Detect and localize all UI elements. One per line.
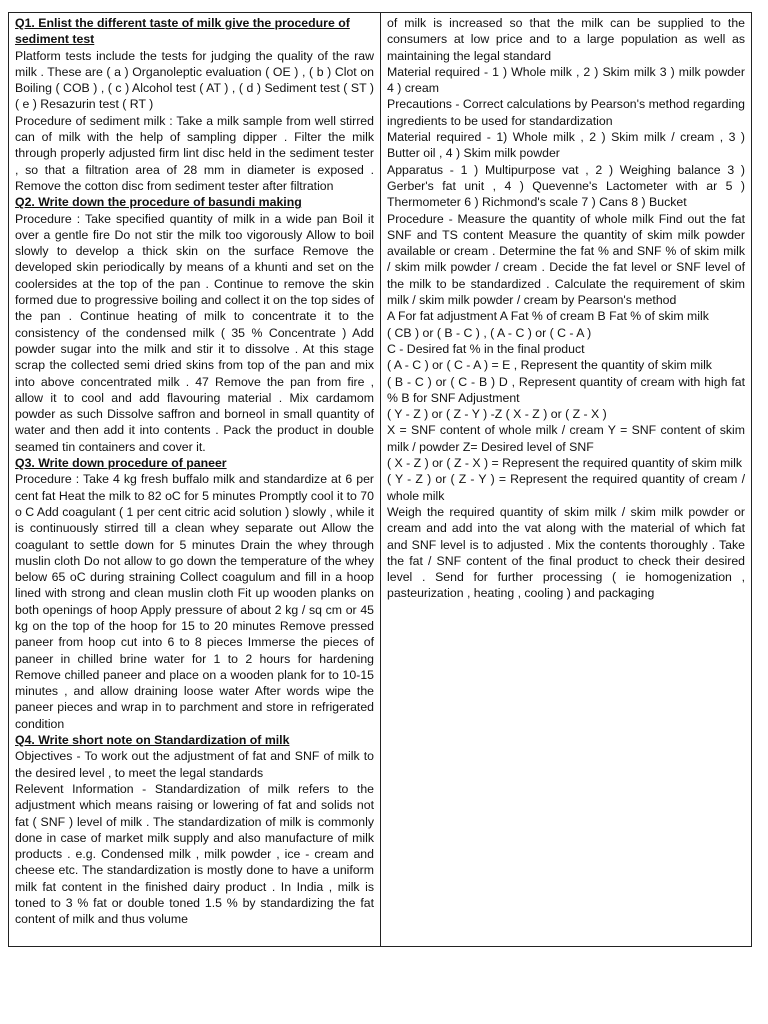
paragraph: Procedure of sediment milk : Take a milk sample from well stirred can of milk with the help of sampling dipper . Filter the milk through properly adjusted firm lint disc held in the sediment tester , so that a filtration area of 28 mm in diameter is exposed . Remove the cotton disc from sediment tester after filtration: [15, 113, 374, 193]
paragraph: A For fat adjustment A Fat % of cream B Fat % of skim milk: [387, 309, 709, 324]
paragraph: Procedure : Take specified quantity of milk in a wide pan Boil it over a gentle fire Do not stir the milk too vigorously Allow to boil slowly to develop a thick skin on the surface Remove the developed skin periodically by means of a khunti and set on the coolersides at the top of the pan . Continue to remove the skin formed due to progressive boiling and collect it on the top sides of the pan . Continue heating of milk to concentrate it to the consistency of the condensed milk ( 35 % Concentrate ) Add powder sugar into the milk and stir it to dissolve . At this stage scrap the collected semi dried skins from top of the pan and mix into above concentrated milk . 47 Remove the pan from fire , allow it to cool and add flavouring material . Mix cardamom powder as such Dissolve saffron and borneol in small quantity of water and then add it into contents . Pack the product in double seamed tin containers and cover it.: [15, 211, 374, 454]
paragraph: Platform tests include the tests for judging the quality of the raw milk . These are ( a ) Organoleptic evaluation ( OE ) , ( b ) Clot on Boiling ( COB ) , ( c ) Alcohol test ( AT ) , ( d ) Sediment test ( ST ) ( e ) Resazurin test ( RT ): [15, 48, 374, 112]
paragraph: of milk is increased so that the milk can be supplied to the consumers at low price and to a large population as well as maintaining the legal standard: [387, 16, 745, 63]
paragraph: ( B - C ) or ( C - B ) D , Represent quantity of cream with high fat % B for SNF Adjustment: [387, 374, 745, 405]
paragraph: Precautions - Correct calculations by Pearson's method regarding ingredients to be used for standardization: [387, 97, 745, 128]
question-heading: Q4. Write short note on Standardization of milk: [15, 733, 290, 748]
question-heading: Q2. Write down the procedure of basundi making: [15, 195, 302, 210]
paragraph: Procedure - Measure the quantity of whole milk Find out the fat SNF and TS content Measure the quantity of skim milk powder available or cream . Determine the fat % and SNF % of skim milk / skim milk powder / cream . Decide the fat level or SNF level of the milk to be standardized . Calculate the requirement of skim milk / skim milk powder / cream by Pearson's method: [387, 211, 745, 308]
paragraph: Weigh the required quantity of skim milk / skim milk powder or cream and add into the vat along with the material of which fat and SNF level is to adjusted . Mix the contents thoroughly . Take the fat / SNF content of the final product to check their desired level . Send for further processing ( ie homogenization , pasteurization , heating , cooling ) and packaging: [387, 504, 745, 601]
paragraph: C - Desired fat % in the final product: [387, 341, 585, 356]
paragraph: ( A - C ) or ( C - A ) = E , Represent the quantity of skim milk: [387, 358, 712, 373]
paragraph: Material required - 1) Whole milk , 2 ) Skim milk / cream , 3 ) Butter oil , 4 ) Skim milk powder: [387, 130, 745, 161]
paragraph: X = SNF content of whole milk / cream Y = SNF content of skim milk / powder Z= Desired level of SNF: [387, 423, 745, 454]
paragraph: Relevent Information - Standardization of milk refers to the adjustment which means raising or lowering of fat and solids not fat ( SNF ) level of milk . The standardization of milk is commonly done in case of market milk supply and also manufacture of milk products . e.g. Condensed milk , milk powder , ice - cream and cheese etc. The standardization is mostly done to have a uniform milk fat content in the finished dairy product . In India , milk is toned to 3 % fat or double toned 1.5 % by standardizing the fat content of milk and thus volume: [15, 781, 374, 927]
two-column-notes-table: [8, 12, 752, 947]
question-heading: Q1. Enlist the different taste of milk give the procedure of sediment test: [15, 16, 350, 47]
paragraph: Material required - 1 ) Whole milk , 2 ) Skim milk 3 ) milk powder 4 ) cream: [387, 64, 745, 96]
paragraph: Procedure : Take 4 kg fresh buffalo milk and standardize at 6 per cent fat Heat the milk to 82 oC for 5 minutes Promptly cool it to 70 o C Add coagulant ( 1 per cent citric acid solution ) slowly , while it is continuously stirred till a clean whey separate out Allow the coagulant to settle down for 5 minutes Drain the whey through muslin cloth Do not allow to go down the temperature of the whey below 65 oC during straining Collect coagulum and fill in a hoop lined with strong and clean muslin cloth Fit up wooden planks on both openings of hoop Apply pressure of about 2 kg / sq cm or 45 kg on the top of the hoop for 15 to 20 minutes Remove pressed paneer from hoop cut into 6 to 8 pieces Immerse the pieces of paneer in chilled brine water for 1 to 2 hours for hardening Remove chilled paneer and place on a wooden plank for to 10-15 minutes , and allow draining loose water After words wipe the paneer pieces and wrap in to parchment and store in refrigerated condition: [15, 472, 374, 731]
paragraph: ( X - Z ) or ( Z - X ) = Represent the required quantity of skim milk: [387, 456, 743, 471]
paragraph: ( CB ) or ( B - C ) , ( A - C ) or ( C - A ): [387, 325, 592, 340]
question-heading: Q3. Write down procedure of paneer: [15, 456, 227, 471]
paragraph: Apparatus - 1 ) Multipurpose vat , 2 ) Weighing balance 3 ) Gerber's fat unit , 4 ) Quevenne's Lactometer with ar 5 ) Thermometer 6 ) Richmond's scale 7 ) Cans 8 ) Bucket: [387, 162, 745, 210]
paragraph: Objectives - To work out the adjustment of fat and SNF of milk to the desired level , to meet the legal standards: [15, 749, 374, 780]
left-column: [9, 13, 380, 946]
paragraph: ( Y - Z ) or ( Z - Y ) -Z ( X - Z ) or ( Z - X ): [387, 407, 607, 422]
right-column: [380, 13, 751, 946]
paragraph: ( Y - Z ) or ( Z - Y ) = Represent the required quantity of cream / whole milk: [387, 472, 745, 503]
